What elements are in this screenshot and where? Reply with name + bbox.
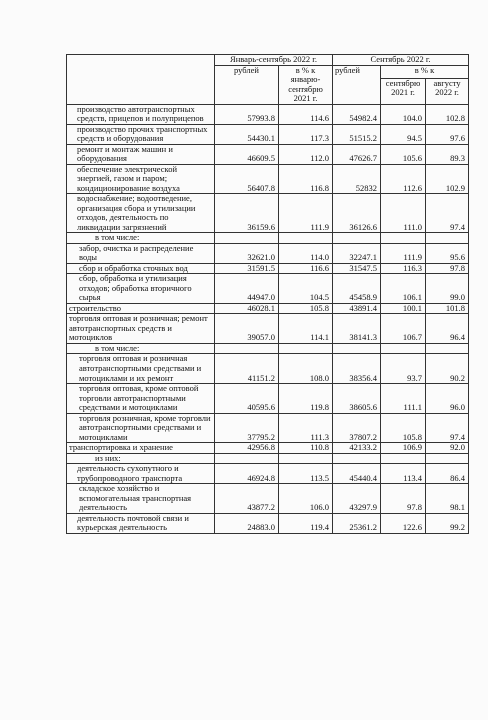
row-label: транспортировка и хранение: [67, 443, 215, 454]
row-value: 111.1: [381, 384, 426, 414]
row-value: 97.8: [426, 263, 469, 274]
header-pct-to: в % к: [381, 65, 469, 78]
table-body: [67, 104, 469, 533]
row-value: [426, 343, 469, 354]
row-value: 105.8: [279, 303, 333, 314]
row-value: 112.0: [279, 144, 333, 164]
row-label: забор, очистка и распределение воды: [67, 243, 215, 263]
row-value: 108.0: [279, 354, 333, 384]
row-value: [215, 233, 279, 244]
row-value: 45458.9: [333, 274, 381, 304]
header-rub-month: рублей: [333, 65, 381, 104]
row-value: 106.1: [381, 274, 426, 304]
header-pct-aug: августу 2022 г.: [426, 78, 469, 104]
table-row: [67, 513, 469, 533]
row-value: 119.8: [279, 384, 333, 414]
row-value: 111.3: [279, 413, 333, 443]
row-value: [381, 233, 426, 244]
table-row: [67, 124, 469, 144]
row-value: 44947.0: [215, 274, 279, 304]
table-row: [67, 314, 469, 344]
row-value: 40595.6: [215, 384, 279, 414]
row-value: 111.9: [279, 194, 333, 233]
row-value: 24883.0: [215, 513, 279, 533]
row-value: 106.9: [381, 443, 426, 454]
row-value: 39057.0: [215, 314, 279, 344]
row-label: торговля оптовая, кроме оптовой торговли автотранспортными средствами и мотоциклами: [67, 384, 215, 414]
row-value: 57993.8: [215, 104, 279, 124]
row-value: 25361.2: [333, 513, 381, 533]
row-value: 45440.4: [333, 464, 381, 484]
row-value: 46609.5: [215, 144, 279, 164]
row-value: [426, 233, 469, 244]
table-row: [67, 464, 469, 484]
row-value: 96.4: [426, 314, 469, 344]
table-row: [67, 144, 469, 164]
row-label: торговля розничная, кроме торговли автотранспортными средствами и мотоциклами: [67, 413, 215, 443]
wages-table: [66, 54, 469, 534]
table-row: [67, 104, 469, 124]
header-empty-cell: [67, 55, 215, 105]
row-value: [333, 233, 381, 244]
row-value: 102.8: [426, 104, 469, 124]
header-pct-sep: сентябрю 2021 г.: [381, 78, 426, 104]
row-value: 47626.7: [333, 144, 381, 164]
row-value: 116.8: [279, 164, 333, 194]
row-value: 32247.1: [333, 243, 381, 263]
row-value: 114.0: [279, 243, 333, 263]
table-row: [67, 343, 469, 354]
header-rub-ytd: рублей: [215, 65, 279, 104]
row-value: 41151.2: [215, 354, 279, 384]
row-value: 51515.2: [333, 124, 381, 144]
row-value: 112.6: [381, 164, 426, 194]
row-value: [279, 453, 333, 464]
row-value: 90.2: [426, 354, 469, 384]
row-value: 95.6: [426, 243, 469, 263]
row-value: 36126.6: [333, 194, 381, 233]
row-value: 37807.2: [333, 413, 381, 443]
row-value: [333, 343, 381, 354]
row-value: 92.0: [426, 443, 469, 454]
row-value: 99.0: [426, 274, 469, 304]
row-value: 52832: [333, 164, 381, 194]
row-label: в том числе:: [67, 343, 215, 354]
row-value: 97.8: [381, 484, 426, 514]
row-value: 96.0: [426, 384, 469, 414]
row-value: 105.8: [381, 413, 426, 443]
table-row: [67, 484, 469, 514]
row-value: 54982.4: [333, 104, 381, 124]
row-label: сбор и обработка сточных вод: [67, 263, 215, 274]
row-value: [333, 453, 381, 464]
row-value: 97.4: [426, 413, 469, 443]
row-label: производство автотранспортных средств, прицепов и полуприцепов: [67, 104, 215, 124]
row-value: 94.5: [381, 124, 426, 144]
row-value: 119.4: [279, 513, 333, 533]
row-value: [381, 343, 426, 354]
row-value: 31591.5: [215, 263, 279, 274]
table-row: [67, 263, 469, 274]
row-value: 116.6: [279, 263, 333, 274]
row-value: 122.6: [381, 513, 426, 533]
table-row: [67, 453, 469, 464]
row-label: складское хозяйство и вспомогательная транспортная деятельность: [67, 484, 215, 514]
table-row: [67, 164, 469, 194]
row-value: 116.3: [381, 263, 426, 274]
table-row: [67, 413, 469, 443]
row-value: 111.0: [381, 194, 426, 233]
row-value: 36159.6: [215, 194, 279, 233]
row-value: 100.1: [381, 303, 426, 314]
row-label: производство прочих транспортных средств и оборудования: [67, 124, 215, 144]
row-value: 99.2: [426, 513, 469, 533]
row-value: 43297.9: [333, 484, 381, 514]
row-value: 38356.4: [333, 354, 381, 384]
table-row: [67, 443, 469, 454]
row-value: 38605.6: [333, 384, 381, 414]
row-value: 106.0: [279, 484, 333, 514]
row-value: 117.3: [279, 124, 333, 144]
row-value: 89.3: [426, 144, 469, 164]
row-value: 56407.8: [215, 164, 279, 194]
row-value: 114.1: [279, 314, 333, 344]
row-value: 42133.2: [333, 443, 381, 454]
table-row: [67, 233, 469, 244]
row-value: 54430.1: [215, 124, 279, 144]
row-value: [215, 343, 279, 354]
row-value: 98.1: [426, 484, 469, 514]
row-value: 38141.3: [333, 314, 381, 344]
row-value: 43877.2: [215, 484, 279, 514]
row-value: 106.7: [381, 314, 426, 344]
row-label: в том числе:: [67, 233, 215, 244]
row-value: 31547.5: [333, 263, 381, 274]
row-value: 113.4: [381, 464, 426, 484]
row-value: 104.0: [381, 104, 426, 124]
row-value: 93.7: [381, 354, 426, 384]
row-value: [279, 233, 333, 244]
header-period-month: Сентябрь 2022 г.: [333, 55, 469, 66]
row-label: водоснабжение; водоотведение, организация сбора и утилизации отходов, деятельность по ликвидации загрязнений: [67, 194, 215, 233]
header-pct-ytd: в % к январю-сентябрю 2021 г.: [279, 65, 333, 104]
row-label: торговля оптовая и розничная автотранспортными средствами и мотоциклами и их ремонт: [67, 354, 215, 384]
row-label: сбор, обработка и утилизация отходов; обработка вторичного сырья: [67, 274, 215, 304]
row-value: 97.4: [426, 194, 469, 233]
row-value: [426, 453, 469, 464]
row-label: торговля оптовая и розничная; ремонт автотранспортных средств и мотоциклов: [67, 314, 215, 344]
row-value: 102.9: [426, 164, 469, 194]
row-label: строительство: [67, 303, 215, 314]
table-row: [67, 384, 469, 414]
row-value: 101.8: [426, 303, 469, 314]
table-row: [67, 303, 469, 314]
row-value: 46028.1: [215, 303, 279, 314]
row-label: деятельность почтовой связи и курьерская деятельность: [67, 513, 215, 533]
row-value: 114.6: [279, 104, 333, 124]
row-value: 86.4: [426, 464, 469, 484]
row-value: 46924.8: [215, 464, 279, 484]
row-value: [215, 453, 279, 464]
header-period-ytd: Январь-сентябрь 2022 г.: [215, 55, 333, 66]
table-row: [67, 194, 469, 233]
row-value: 42956.8: [215, 443, 279, 454]
row-value: 37795.2: [215, 413, 279, 443]
row-value: 113.5: [279, 464, 333, 484]
row-label: обеспечение электрической энергией, газом и паром; кондиционирование воздуха: [67, 164, 215, 194]
row-value: [279, 343, 333, 354]
row-value: 105.6: [381, 144, 426, 164]
row-label: деятельность сухопутного и трубопроводного транспорта: [67, 464, 215, 484]
row-value: 104.5: [279, 274, 333, 304]
row-value: [381, 453, 426, 464]
table-row: [67, 354, 469, 384]
header-row-1: [67, 55, 469, 66]
row-value: 110.8: [279, 443, 333, 454]
table-row: [67, 243, 469, 263]
row-label: из них:: [67, 453, 215, 464]
row-value: 97.6: [426, 124, 469, 144]
table-row: [67, 274, 469, 304]
row-value: 111.9: [381, 243, 426, 263]
row-value: 32621.0: [215, 243, 279, 263]
row-label: ремонт и монтаж машин и оборудования: [67, 144, 215, 164]
row-value: 43891.4: [333, 303, 381, 314]
